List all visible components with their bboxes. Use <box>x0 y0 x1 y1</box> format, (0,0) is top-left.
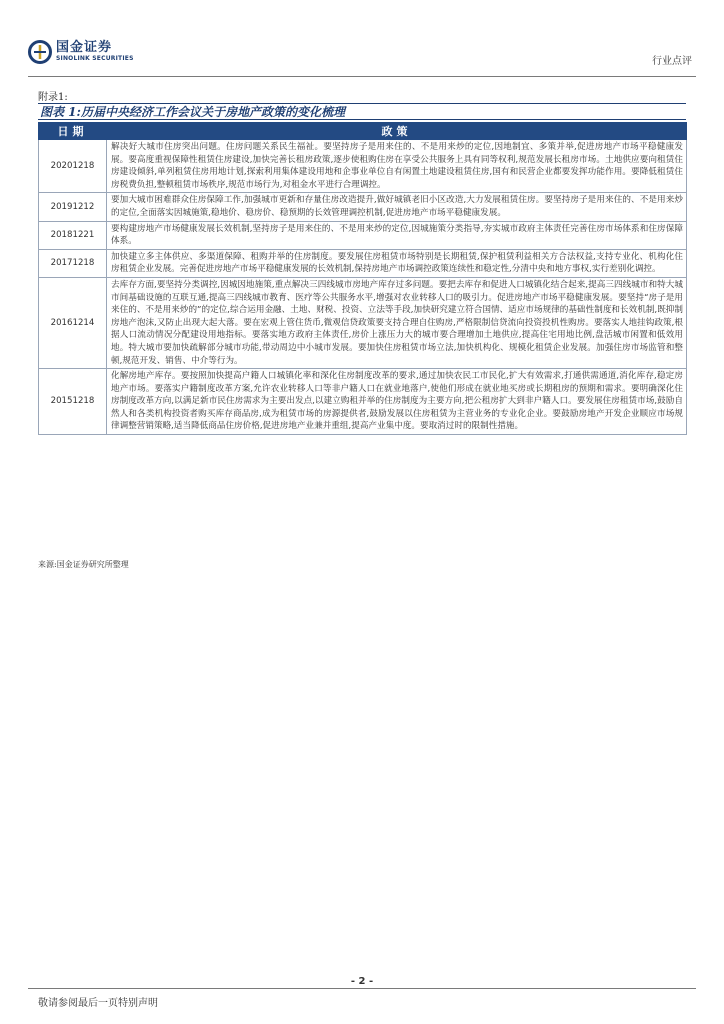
policy-cell: 要构建房地产市场健康发展长效机制,坚持房子是用来住的、不是用来炒的定位,因城施策分类指导,夯实城市政府主体责任完善住房市场体系和住房保障体系。 <box>107 221 687 249</box>
date-cell: 20161214 <box>39 277 107 368</box>
logo-english-name: SINOLINK SECURITIES <box>56 55 134 62</box>
table-row <box>39 193 687 221</box>
sinolink-logo-icon <box>28 40 52 64</box>
table-row <box>39 221 687 249</box>
table-row <box>39 277 687 368</box>
table-row <box>39 140 687 193</box>
figure-title: 图表 1:历届中央经济工作会议关于房地产政策的变化梳理 <box>38 103 686 120</box>
date-cell: 20171218 <box>39 249 107 277</box>
company-logo <box>28 40 134 64</box>
footer-divider <box>28 988 696 989</box>
appendix-label: 附录1: <box>38 92 68 103</box>
table-row <box>39 249 687 277</box>
date-cell: 20201218 <box>39 140 107 193</box>
date-cell: 20181221 <box>39 221 107 249</box>
header-divider <box>28 76 696 77</box>
policy-cell: 解决好大城市住房突出问题。住房问题关系民生福祉。要坚持房子是用来住的、不是用来炒的定位,因地制宜、多策并举,促进房地产市场平稳健康发展。要高度重视保障性租赁住房建设,加快完善长租房政策,逐步使租购住房在享受公共服务上具有同等权利,规范发展长租房市场。土地供应要向租赁住房建设倾斜,单列租赁住房用地计划,探索利用集体建设用地和企事业单位自有闲置土地建设租赁住房,国有和民营企业都要发挥功能作用。要降低租赁住房税费负担,整顿租赁市场秩序,规范市场行为,对租金水平进行合理调控。 <box>107 140 687 193</box>
page-number: - 2 - <box>350 976 374 987</box>
logo-chinese-name: 国金证券 <box>56 40 113 55</box>
policy-table <box>38 122 687 435</box>
table-header-row <box>39 123 687 140</box>
policy-cell: 加快建立多主体供应、多渠道保障、租购并举的住房制度。要发展住房租赁市场特别是长期租赁,保护租赁利益相关方合法权益,支持专业化、机构化住房租赁企业发展。完善促进房地产市场平稳健康发展的长效机制,保持房地产市场调控政策连续性和稳定性,分清中央和地方事权,实行差别化调控。 <box>107 249 687 277</box>
column-header-date: 日期 <box>39 123 107 140</box>
date-cell: 20151218 <box>39 369 107 435</box>
disclaimer-note: 敬请参阅最后一页特别声明 <box>38 998 158 1009</box>
source-note: 来源:国金证券研究所整理 <box>38 560 129 569</box>
column-header-policy: 政策 <box>107 123 687 140</box>
date-cell: 20191212 <box>39 193 107 221</box>
page-header <box>28 36 696 74</box>
report-type-label: 行业点评 <box>652 56 692 67</box>
policy-cell: 要加大城市困难群众住房保障工作,加强城市更新和存量住房改造提升,做好城镇老旧小区改造,大力发展租赁住房。要坚持房子是用来住的、不是用来炒的定位,全面落实因城施策,稳地价、稳房价、稳预期的长效管理调控机制,促进房地产市场平稳健康发展。 <box>107 193 687 221</box>
policy-cell: 去库存方面,要坚持分类调控,因城因地施策,重点解决三四线城市房地产库存过多问题。要把去库存和促进人口城镇化结合起来,提高三四线城市和特大城市间基础设施的互联互通,提高三四线城市教育、医疗等公共服务水平,增强对农业转移人口的吸引力。促进房地产市场平稳健康发展。要坚持“房子是用来住的、不是用来炒的”的定位,综合运用金融、土地、财税、投资、立法等手段,加快研究建立符合国情、适应市场规律的基础性制度和长效机制,既抑制房地产泡沫,又防止出现大起大落。要在宏观上管住货币,微观信贷政策要支持合理自住购房,严格限制信贷流向投资投机性购房。要落实人地挂钩政策,根据人口流动情况分配建设用地指标。要落实地方政府主体责任,房价上涨压力大的城市要合理增加土地供应,提高住宅用地比例,盘活城市闲置和低效用地。特大城市要加快疏解部分城市功能,带动周边中小城市发展。要加快住房租赁市场立法,加快机构化、规模化租赁企业发展。加强住房市场监管和整顿,规范开发、销售、中介等行为。 <box>107 277 687 368</box>
policy-cell: 化解房地产库存。要按照加快提高户籍人口城镇化率和深化住房制度改革的要求,通过加快农民工市民化,扩大有效需求,打通供需通道,消化库存,稳定房地产市场。要落实户籍制度改革方案,允许农业转移人口等非户籍人口在就业地落户,使他们形成在就业地买房或长期租房的预期和需求。要明确深化住房制度改革方向,以满足新市民住房需求为主要出发点,以建立购租并举的住房制度为主要方向,把公租房扩大到非户籍人口。要发展住房租赁市场,鼓励自然人和各类机构投资者购买库存商品房,成为租赁市场的房源提供者,鼓励发展以住房租赁为主营业务的专业化企业。要鼓励房地产开发企业顺应市场规律调整营销策略,适当降低商品住房价格,促进房地产业兼并重组,提高产业集中度。要取消过时的限制性措施。 <box>107 369 687 435</box>
table-row <box>39 369 687 435</box>
